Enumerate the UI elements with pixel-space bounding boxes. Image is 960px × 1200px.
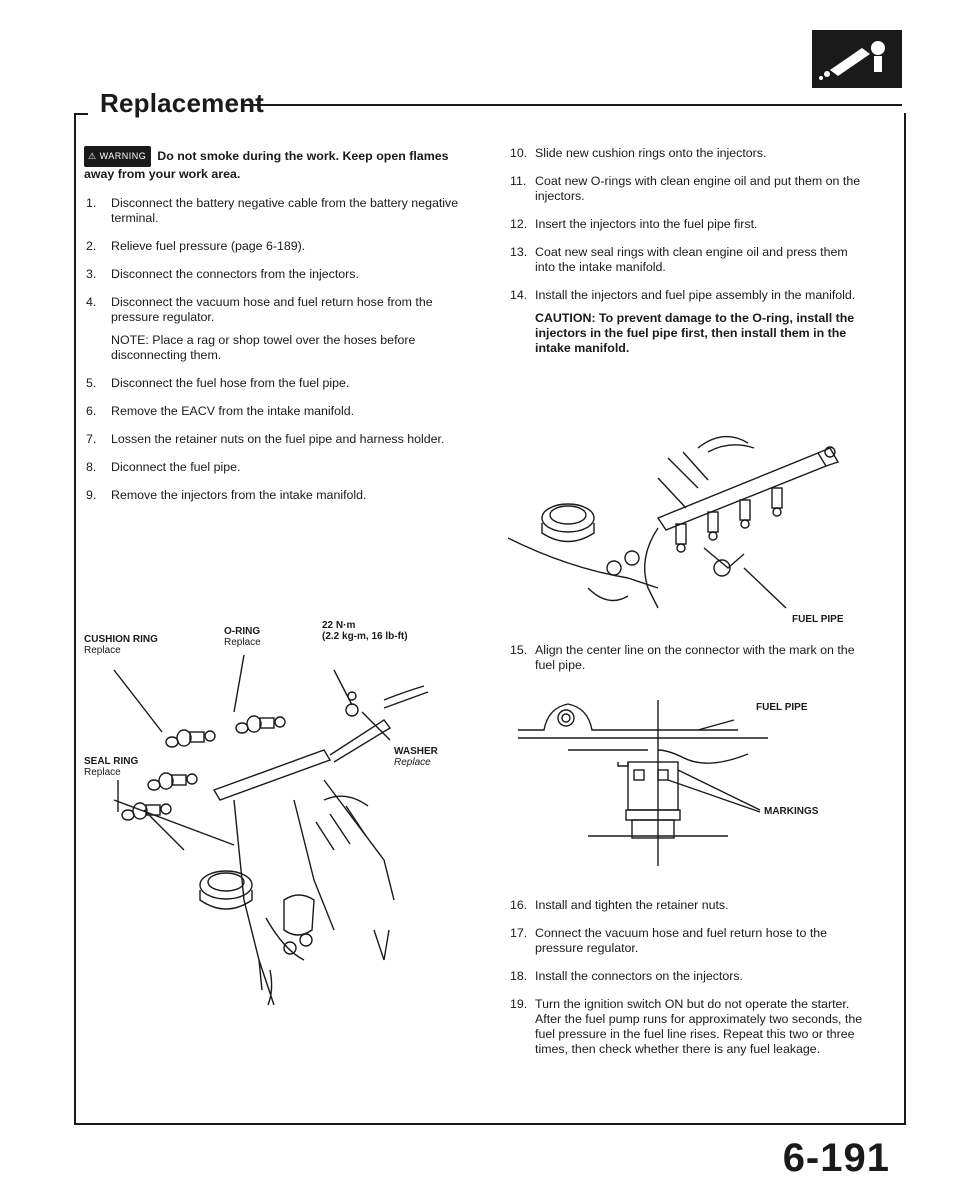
- fuel-pipe-assembly-drawing: [508, 418, 864, 640]
- step-1: 1. Disconnect the battery negative cable from the battery negative terminal.: [86, 196, 459, 225]
- label-markings: MARKINGS: [764, 806, 819, 817]
- step-15-block: [508, 643, 864, 686]
- fuel-system-icon: [812, 30, 902, 88]
- steps-list-left: [84, 196, 469, 503]
- step-14-caution: CAUTION: To prevent damage to the O-ring, install the injectors in the fuel pipe first, then install them in the intake manifold.: [535, 311, 855, 355]
- step-6: 6. Remove the EACV from the intake manifold.: [86, 404, 355, 418]
- label-fuel-pipe-mid: FUEL PIPE: [756, 702, 808, 713]
- steps-list-bottom: [508, 898, 864, 1057]
- connector-alignment-drawing: [508, 690, 864, 866]
- step-19: 19. Turn the ignition switch ON but do not operate the starter. After the fuel pump runs for approximately two seconds, the fuel pressure in the fuel line rises. Repeat this two or three times, then check whether there is any fuel leakage.: [510, 997, 863, 1056]
- steps-list-15: [508, 643, 864, 673]
- step-17: 17. Connect the vacuum hose and fuel return hose to the pressure regulator.: [510, 926, 828, 955]
- step-2: 2. Relieve fuel pressure (page 6-189).: [86, 239, 306, 253]
- fuel-pipe-assembly-diagram: [508, 418, 864, 640]
- left-column: [84, 146, 469, 516]
- step-9: 9. Remove the injectors from the intake manifold.: [86, 488, 367, 502]
- step-11: 11. Coat new O-rings with clean engine oil and put them on the injectors.: [510, 174, 861, 203]
- step-12: 12. Insert the injectors into the fuel pipe first.: [510, 217, 758, 231]
- step-13: 13. Coat new seal rings with clean engine oil and press them into the intake manifold.: [510, 245, 848, 274]
- section-title: Replacement: [100, 88, 265, 118]
- label-fuel-pipe-top: FUEL PIPE: [792, 614, 844, 625]
- step-3: 3. Disconnect the connectors from the injectors.: [86, 267, 359, 281]
- page-number: 6-191: [782, 1136, 890, 1180]
- right-column: [508, 146, 864, 369]
- step-7: 7. Lossen the retainer nuts on the fuel pipe and harness holder.: [86, 432, 445, 446]
- step-14: 14. Install the injectors and fuel pipe assembly in the manifold. CAUTION: To prevent damage to the O-ring, install the injectors in the fuel pipe first, then install them in the intake manifold.: [508, 288, 864, 356]
- label-seal-ring: SEAL RING Replace: [84, 756, 139, 778]
- warning-badge: ⚠ WARNING: [84, 146, 151, 167]
- label-cushion-ring: CUSHION RING Replace: [84, 634, 158, 656]
- warning-text: Do not smoke during the work. Keep open flames away from your work area.: [84, 149, 449, 181]
- step-18: 18. Install the connectors on the injectors.: [510, 969, 744, 983]
- step-5: 5. Disconnect the fuel hose from the fuel pipe.: [86, 376, 350, 390]
- label-torque: 22 N·m (2.2 kg-m, 16 lb-ft): [322, 620, 408, 642]
- warning-icon: ⚠: [88, 151, 97, 161]
- warning-message: [84, 146, 469, 182]
- step-4-note: NOTE: Place a rag or shop towel over the hoses before disconnecting them.: [111, 333, 416, 362]
- label-washer: WASHER Replace: [394, 746, 438, 768]
- steps-list-right: [508, 146, 864, 356]
- label-o-ring: O-RING Replace: [224, 626, 261, 648]
- step-15: 15. Align the center line on the connector with the mark on the fuel pipe.: [510, 643, 855, 672]
- frame-top-rule-left: [74, 113, 88, 115]
- bottom-steps-block: [508, 898, 864, 1070]
- step-4: 4. Disconnect the vacuum hose and fuel return hose from the pressure regulator. NOTE: Place a rag or shop towel over the hoses before disconnecting them.: [84, 295, 469, 363]
- frame-top-rule-right: [244, 104, 902, 106]
- injector-exploded-diagram: [84, 600, 469, 1010]
- connector-alignment-diagram: [508, 690, 864, 866]
- injector-exploded-drawing: [84, 600, 469, 1010]
- step-16: 16. Install and tighten the retainer nuts.: [510, 898, 729, 912]
- step-10: 10. Slide new cushion rings onto the injectors.: [510, 146, 767, 160]
- step-8: 8. Diconnect the fuel pipe.: [86, 460, 241, 474]
